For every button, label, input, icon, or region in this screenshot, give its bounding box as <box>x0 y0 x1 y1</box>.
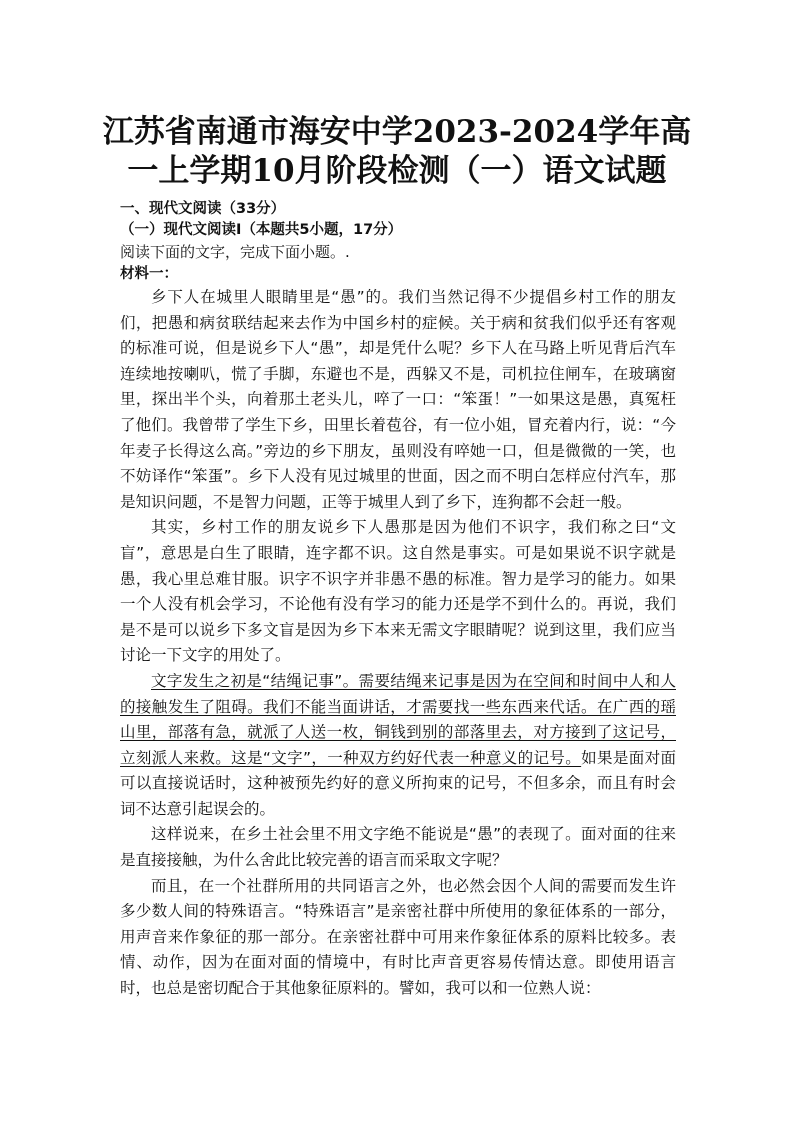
paragraph: 而且，在一个社群所用的共同语言之外，也必然会因个人间的需要而发生许多少数人间的特殊语言。“特殊语言”是亲密社群中所使用的象征体系的一部分，用声音来作象征的那一部分。在亲密社群中可用来作象征体系的原料比较多。表情、动作，因为在面对面的情境中，有时比声音更容易传情达意。即使用语言时，也总是密切配合于其他象征原料的。譬如，我可以和一位熟人说： <box>120 876 676 998</box>
underlined-text: 文字发生之初是“结绳记事”。需要结绳来记事是因为在空间和时间中人和人的接触发生了阻碍。我们不能当面讲话，才需要找一些东西来代话。在广西的瑶山里，部落有急，就派了人送一枚，铜钱到别的部落里去，对方接到了这记号，立刻派人来救。这是“文字”，一种双方约好代表一种意义的记号。 <box>120 671 676 767</box>
paragraph-tail: 如果是面对面可以直接说话时，这种被预先约好的意义所拘束的记号，不但多余，而且有时会词不达意引起误会的。 <box>120 748 676 818</box>
document-title-line-1: 江苏省南通市海安中学2023-2024学年高 <box>102 114 692 150</box>
section-heading: 一、现代文阅读（33分） <box>120 201 286 217</box>
paragraph: 乡下人在城里人眼睛里是“愚”的。我们当然记得不少提倡乡村工作的朋友们，把愚和病贫联结起来去作为中国乡村的症候。关于病和贫我们似乎还有客观的标准可说，但是说乡下人“愚”，却是凭什么呢？乡下人在马路上听见背后汽车连续地按喇叭，慌了手脚，东避也不是，西躲又不是，司机拉住闸车，在玻璃窗里，探出半个头，向着那土老头儿，啐了一口：“笨蛋！”一如果这是愚，真冤枉了他们。我曾带了学生下乡，田里长着苞谷，有一位小姐，冒充着内行，说：“今年麦子长得这么高。”旁边的乡下朋友，虽则没有啐她一口，但是微微的一笑，也不妨译作“笨蛋”。乡下人没有见过城里的世面，因之而不明白怎样应付汽车，那是知识问题，不是智力问题，正等于城里人到了乡下，连狗都不会赶一般。 <box>120 288 676 511</box>
instruction-text: 阅读下面的文字，完成下面小题。. <box>120 243 350 261</box>
underlined-paragraph <box>120 669 676 823</box>
document-title-line-2: 一上学期10月阶段检测（一）语文试题 <box>127 153 667 189</box>
material-label: 材料一： <box>120 266 178 282</box>
paragraph: 这样说来，在乡土社会里不用文字绝不能说是“愚”的表现了。面对面的往来是直接接触，为什么舍此比较完善的语言而采取文字呢？ <box>120 825 676 870</box>
paragraph: 其实，乡村工作的朋友说乡下人愚那是因为他们不识字，我们称之曰“文盲”，意思是白生了眼睛，连字都不识。这自然是事实。可是如果说不识字就是愚，我心里总难甘服。识字不识字并非愚不愚的标准。智力是学习的能力。如果一个人没有机会学习，不论他有没有学习的能力还是学不到什么的。再说，我们是不是可以说乡下多文盲是因为乡下本来无需文字眼睛呢？说到这里，我们应当讨论一下文字的用处了。 <box>120 518 676 665</box>
subsection-heading: （一）现代文阅读Ⅰ（本题共5小题，17分） <box>120 222 403 238</box>
document-body <box>120 199 676 1002</box>
